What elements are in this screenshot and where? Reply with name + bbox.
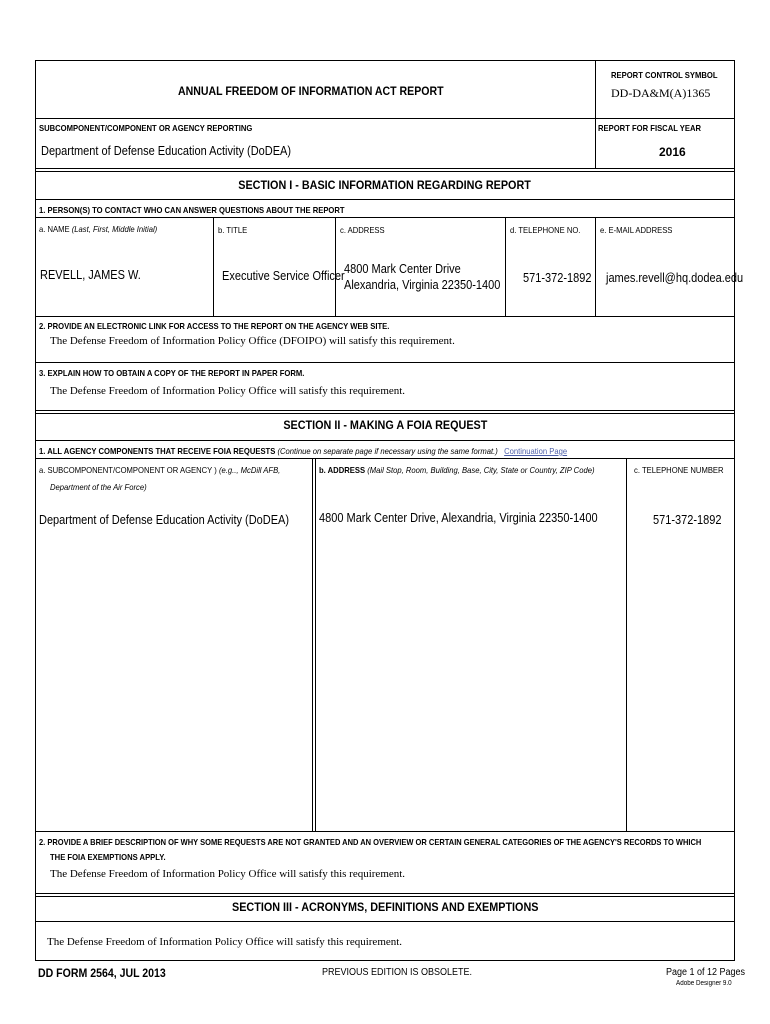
section-2-title: SECTION II - MAKING A FOIA REQUEST bbox=[282, 418, 487, 432]
component-column-header: a. SUBCOMPONENT/COMPONENT OR AGENCY ) (e.g.., McDill AFB, bbox=[39, 465, 281, 475]
section-1-title: SECTION I - BASIC INFORMATION REGARDING REPORT bbox=[238, 178, 532, 192]
divider bbox=[312, 458, 313, 831]
contact-address-line2[interactable]: Alexandria, Virginia 22350-1400 bbox=[344, 278, 501, 292]
divider bbox=[35, 893, 735, 894]
divider bbox=[626, 458, 627, 831]
component-value[interactable]: Department of Defense Education Activity (DoDEA) bbox=[41, 144, 292, 158]
divider bbox=[315, 458, 316, 831]
divider bbox=[35, 118, 735, 119]
address-column-header: c. ADDRESS bbox=[340, 225, 385, 235]
divider bbox=[35, 896, 735, 897]
fiscal-year-value[interactable]: 2016 bbox=[659, 145, 686, 159]
divider bbox=[35, 410, 735, 411]
divider bbox=[335, 217, 336, 316]
divider bbox=[35, 458, 735, 459]
contact-email[interactable]: james.revell@hq.dodea.edu bbox=[606, 271, 744, 285]
divider bbox=[35, 921, 735, 922]
divider bbox=[35, 440, 735, 441]
section-3-title: SECTION III - ACRONYMS, DEFINITIONS AND EXEMPTIONS bbox=[231, 900, 539, 914]
s1-q2-answer[interactable]: The Defense Freedom of Information Policy Office (DFOIPO) will satisfy this requirement. bbox=[50, 335, 455, 347]
continuation-page-link[interactable]: Continuation Page bbox=[504, 446, 568, 456]
telephone-column-header: c. TELEPHONE NUMBER bbox=[634, 465, 724, 475]
address-column-header: b. ADDRESS (Mail Stop, Room, Building, Base, City, State or Country, ZIP Code) bbox=[319, 465, 595, 475]
s2-q1-label: 1. ALL AGENCY COMPONENTS THAT RECEIVE FOIA REQUESTS (Continue on separate page if necessary using the same format.) Continuation Page bbox=[39, 446, 568, 456]
page-number: Page 1 of 12 Pages bbox=[666, 967, 746, 978]
s1-q2-label: 2. PROVIDE AN ELECTRONIC LINK FOR ACCESS TO THE REPORT ON THE AGENCY WEB SITE. bbox=[39, 321, 390, 331]
divider bbox=[35, 362, 735, 363]
divider bbox=[35, 217, 735, 218]
s3-answer[interactable]: The Defense Freedom of Information Policy Office will satisfy this requirement. bbox=[47, 936, 403, 948]
obsolete-notice: PREVIOUS EDITION IS OBSOLETE. bbox=[322, 967, 473, 978]
divider bbox=[213, 217, 214, 316]
designer-note: Adobe Designer 9.0 bbox=[676, 980, 732, 987]
divider bbox=[35, 199, 735, 200]
form-number: DD FORM 2564, JUL 2013 bbox=[38, 966, 166, 980]
title-column-header: b. TITLE bbox=[218, 225, 248, 235]
component-column-hint: Department of the Air Force) bbox=[50, 482, 147, 492]
divider bbox=[35, 171, 735, 172]
s2-q2-label-line1: 2. PROVIDE A BRIEF DESCRIPTION OF WHY SOME REQUESTS ARE NOT GRANTED AND AN OVERVIEW OR CERTAIN GENERAL CATEGORIES OF THE AGENCY'S RECORDS TO WHICH bbox=[39, 837, 702, 847]
fiscal-year-label: REPORT FOR FISCAL YEAR bbox=[598, 123, 702, 133]
foia-address[interactable]: 4800 Mark Center Drive, Alexandria, Virginia 22350-1400 bbox=[319, 511, 598, 525]
name-column-header: a. NAME (Last, First, Middle Initial) bbox=[39, 224, 158, 234]
contact-title[interactable]: Executive Service Officer bbox=[222, 269, 345, 283]
report-control-symbol-value: DD-DA&M(A)1365 bbox=[611, 86, 711, 100]
form-title: ANNUAL FREEDOM OF INFORMATION ACT REPORT bbox=[178, 84, 444, 98]
s1-q3-answer[interactable]: The Defense Freedom of Information Policy Office will satisfy this requirement. bbox=[50, 385, 406, 397]
contact-telephone[interactable]: 571-372-1892 bbox=[523, 271, 592, 285]
s1-q3-label: 3. EXPLAIN HOW TO OBTAIN A COPY OF THE REPORT IN PAPER FORM. bbox=[39, 368, 305, 378]
component-label: SUBCOMPONENT/COMPONENT OR AGENCY REPORTING bbox=[39, 123, 253, 133]
divider bbox=[595, 60, 596, 168]
telephone-column-header: d. TELEPHONE NO. bbox=[510, 225, 581, 235]
divider bbox=[35, 413, 735, 414]
divider bbox=[35, 316, 735, 317]
contact-address-line1[interactable]: 4800 Mark Center Drive bbox=[344, 262, 461, 276]
divider bbox=[505, 217, 506, 316]
foia-component[interactable]: Department of Defense Education Activity (DoDEA) bbox=[39, 513, 290, 527]
divider bbox=[595, 217, 596, 316]
divider bbox=[35, 831, 735, 832]
s1-q1-label: 1. PERSON(S) TO CONTACT WHO CAN ANSWER QUESTIONS ABOUT THE REPORT bbox=[39, 205, 345, 215]
s2-q2-label-line2: THE FOIA EXEMPTIONS APPLY. bbox=[50, 852, 166, 862]
s2-q2-answer[interactable]: The Defense Freedom of Information Policy Office will satisfy this requirement. bbox=[50, 868, 406, 880]
contact-name[interactable]: REVELL, JAMES W. bbox=[40, 268, 141, 282]
divider bbox=[35, 168, 735, 169]
foia-telephone[interactable]: 571-372-1892 bbox=[653, 513, 722, 527]
report-control-symbol-label: REPORT CONTROL SYMBOL bbox=[611, 70, 718, 80]
email-column-header: e. E-MAIL ADDRESS bbox=[600, 225, 673, 235]
